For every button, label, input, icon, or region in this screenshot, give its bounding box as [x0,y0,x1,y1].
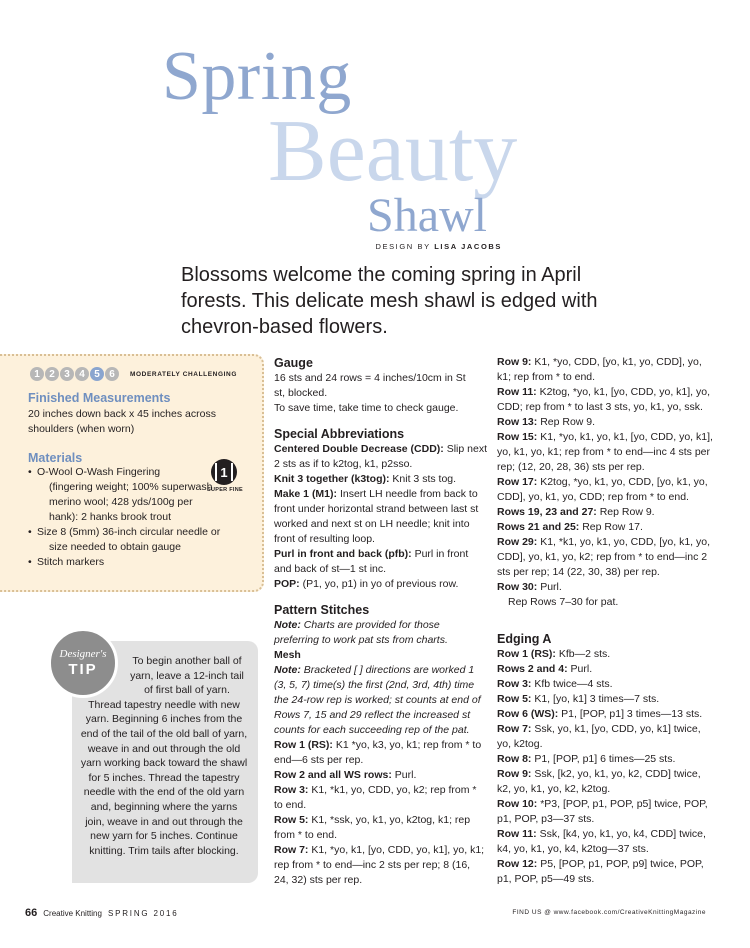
column-1 [274,355,487,888]
pattern-row [274,813,487,843]
edging-row [497,827,715,857]
row-label: Row 7: [274,844,309,856]
row-text: K1, *k1, yo, CDD, yo, k2; rep from * to end. [274,784,477,811]
pattern-row [497,415,715,430]
skill-label: MODERATELY CHALLENGING [130,370,237,378]
abbrev-term: Centered Double Decrease (CDD): [274,443,444,455]
row-text: Rep Row 17. [582,521,643,533]
row-text: K1, *yo, CDD, [yo, k1, yo, CDD], yo, k1; rep from * to end. [497,356,702,383]
pattern-row [497,580,715,595]
pattern-row [274,783,487,813]
abbrev-item [274,577,487,592]
tip-badge-top: Designer's [59,648,107,660]
abbrev-term: POP: [274,578,300,590]
abbrev-def: Purl in front and back of st—1 st inc. [274,548,469,575]
abbrev-item [274,487,487,547]
row-text: Purl. [570,663,593,675]
row-text: Ssk, [k4, yo, k1, yo, k4, CDD] twice, k4, yo, k1, yo, k4, k2tog—37 sts. [497,828,706,855]
yarn-weight-number: 1 [220,464,228,480]
row-text: K1, [yo, k1] 3 times—7 sts. [534,693,660,705]
abbrev-def: Knit 3 sts tog. [392,473,457,485]
skill-level [30,367,237,381]
column-2 [497,355,715,887]
title-beauty: Beauty [268,103,518,200]
edging-heading: Edging A [497,632,552,646]
edging-row [497,662,715,677]
abbrev-def: Slip next 2 sts as if to k2tog, k1, p2sso. [274,443,487,470]
skill-level-1: 1 [30,367,44,381]
abbrev-item [274,547,487,577]
pattern-row [497,505,715,520]
row-text: Purl. [540,581,562,593]
row-label: Row 2 and all WS rows: [274,769,392,781]
row-label: Row 30: [497,581,538,593]
pattern-row [274,843,487,888]
rep-line: Rep Rows 7–30 for pat. [508,596,619,608]
row-label: Row 29: [497,536,538,548]
pattern-row [274,738,487,768]
row-label: Row 6 (WS): [497,708,559,720]
issue-label: SPRING 2016 [107,909,179,918]
pattern-row [497,475,715,505]
gauge-text: 16 sts and 24 rows = 4 inches/10cm in St st, blocked. [274,372,466,399]
abbrev-term: Make 1 (M1): [274,488,338,500]
finished-text: 20 inches down back x 45 inches across shoulders (when worn) [28,408,216,435]
pattern-row [497,430,715,475]
row-label: Row 11: [497,386,537,398]
row-label: Row 1 (RS): [274,739,333,751]
row-text: P5, [POP, p1, POP, p9] twice, POP, p1, POP, p5—49 sts. [497,858,704,885]
edging-row [497,692,715,707]
row-text: K2tog, *yo, k1, [yo, CDD, yo, k1], yo, CDD; rep from * to last 3 sts, yo, k1, yo, ssk. [497,386,711,413]
row-label: Row 9: [497,768,532,780]
skill-level-3: 3 [60,367,74,381]
abbrev-def: Insert LH needle from back to front under horizontal strand between last st worked and next st on LH needle; knit into front of resulting loop. [274,488,479,545]
skill-level-4: 4 [75,367,89,381]
row-label: Row 3: [497,678,532,690]
pattern-row [497,535,715,580]
edging-row [497,767,715,797]
row-text: K1, *yo, k1, [yo, CDD, yo, k1], yo, k1; rep from * to end—inc 2 sts per rep; 8 (16, 24, 32) sts per rep. [274,844,485,886]
abbrev-item [274,442,487,472]
title-shawl: Shawl [367,189,487,242]
materials-list [28,465,260,570]
byline-prefix: DESIGN BY [375,242,431,251]
pattern-row [497,355,715,385]
edging-row [497,722,715,752]
pattern-note-label: Note: [274,619,301,631]
byline [375,242,502,251]
row-label: Rows 21 and 25: [497,521,580,533]
abbrev-def: (P1, yo, p1) in yo of previous row. [302,578,459,590]
mesh-heading: Mesh [274,649,301,661]
skill-level-6: 6 [105,367,119,381]
tip-body: Thread tapestry needle with new yarn. Beginning 6 inches from the end of the tail of the old ball of yarn, weave in and out through the old yarn working back toward the shawl for 5 inches. Thread the tapestry needle with the end of the old yarn and, beginning where the yarns join, weave in and out through the new yarn for 5 inches. Continue knitting. Trim tails after blocking. [80,698,248,857]
row-label: Rows 19, 23 and 27: [497,506,597,518]
row-text: Purl. [394,769,417,781]
row-label: Row 3: [274,784,309,796]
mesh-note-text: Bracketed [ ] directions are worked 1 (3, 5, 7) time(s) the first (2nd, 3rd, 4th) time the 24-row rep is worked; st counts at end of Rows 7, 15 and 29 reflect the increased st counts for each succeeding rep of the pat. [274,664,481,736]
gauge-text-2: To save time, take time to check gauge. [274,402,459,414]
pattern-note-text: Charts are provided for those preferring to work pat sts from charts. [274,619,448,646]
edging-row [497,707,715,722]
row-label: Row 10: [497,798,538,810]
footer-find-us: FIND US @ www.facebook.com/CreativeKnittingMagazine [512,909,706,916]
row-label: Row 7: [497,723,532,735]
row-text: P1, [POP, p1] 3 times—13 sts. [561,708,703,720]
row-label: Row 1 (RS): [497,648,556,660]
mesh-note [274,663,487,738]
gauge-heading: Gauge [274,356,313,370]
material-main: Size 8 (5mm) 36-inch circular needle or [37,526,221,538]
row-label: Row 13: [497,416,538,428]
row-text: P1, [POP, p1] 6 times—25 sts. [534,753,676,765]
row-text: Ssk, yo, k1, [yo, CDD, yo, k1] twice, yo, k2tog. [497,723,701,750]
material-main: Stitch markers [37,556,105,568]
row-label: Row 11: [497,828,537,840]
material-item [28,555,260,570]
row-label: Row 8: [497,753,532,765]
abbrev-term: Purl in front and back (pfb): [274,548,412,560]
row-text: Ssk, [k2, yo, k1, yo, k2, CDD] twice, k2, yo, k1, yo, k2, k2tog. [497,768,701,795]
skill-level-5: 5 [90,367,104,381]
finished-heading: Finished Measurements [28,391,171,405]
row-text: K2tog, *yo, k1, yo, CDD, [yo, k1, yo, CDD], yo, k1, yo, CDD; rep from * to end. [497,476,708,503]
row-text: Rep Row 9. [540,416,596,428]
pattern-row [274,768,487,783]
row-label: Row 15: [497,431,538,443]
pattern-note [274,618,487,648]
row-label: Row 9: [497,356,532,368]
edging-row [497,677,715,692]
material-item [28,525,260,555]
pattern-row [497,385,715,415]
row-label: Row 17: [497,476,538,488]
title-spring: Spring [162,38,352,115]
pattern-heading: Pattern Stitches [274,603,370,617]
tip-badge-bottom: TIP [68,661,98,678]
magazine-name: Creative Knitting [43,909,102,918]
abbrev-item [274,472,487,487]
row-label: Rows 2 and 4: [497,663,568,675]
row-text: K1, *k1, yo, k1, yo, CDD, [yo, k1, yo, CDD], yo, k1, yo, k2; rep from * to end—inc 2 sts per rep; 14 (22, 30, 38) per rep. [497,536,711,578]
material-sub: (fingering weight; 100% superwash merino wool; 428 yds/100g per hank): 2 hanks brook trout [49,481,213,523]
edging-row [497,797,715,827]
row-label: Row 5: [274,814,309,826]
material-main: O-Wool O-Wash Fingering [37,466,161,478]
material-item [28,465,260,525]
row-text: K1, *yo, k1, yo, k1, [yo, CDD, yo, k1], yo, k1, yo, k1; rep from * to end—inc 4 sts per rep; (12, 20, 28, 36) sts per rep. [497,431,713,473]
row-text: Kfb twice—4 sts. [534,678,613,690]
pattern-row [497,520,715,535]
row-text: Rep Row 9. [599,506,655,518]
row-text: K1 *yo, k3, yo, k1; rep from * to end—6 sts per rep. [274,739,482,766]
row-text: K1, *ssk, yo, k1, yo, k2tog, k1; rep from * to end. [274,814,471,841]
edging-row [497,752,715,767]
edging-row [497,857,715,887]
row-text: Kfb—2 sts. [558,648,611,660]
abbrev-term: Knit 3 together (k3tog): [274,473,390,485]
footer-left [25,907,178,919]
row-label: Row 5: [497,693,532,705]
mesh-note-label: Note: [274,664,301,676]
row-text: *P3, [POP, p1, POP, p5] twice, POP, p1, POP, p3—37 sts. [497,798,708,825]
tip-text [80,654,248,858]
tip-lead: To begin another ball of yarn, leave a 12-inch tail of first ball of yarn. [130,655,244,697]
abbrev-heading: Special Abbreviations [274,427,405,441]
materials-heading: Materials [28,451,83,465]
edging-row [497,647,715,662]
row-label: Row 12: [497,858,538,870]
page-number: 66 [25,907,38,919]
designer-name: LISA JACOBS [434,242,502,251]
intro-text: Blossoms welcome the coming spring in April forests. This delicate mesh shawl is edged with chevron-based flowers. [181,264,598,338]
yarn-weight-label: SUPER FINE [207,487,244,493]
skill-level-2: 2 [45,367,59,381]
material-sub: size needed to obtain gauge [49,541,181,553]
